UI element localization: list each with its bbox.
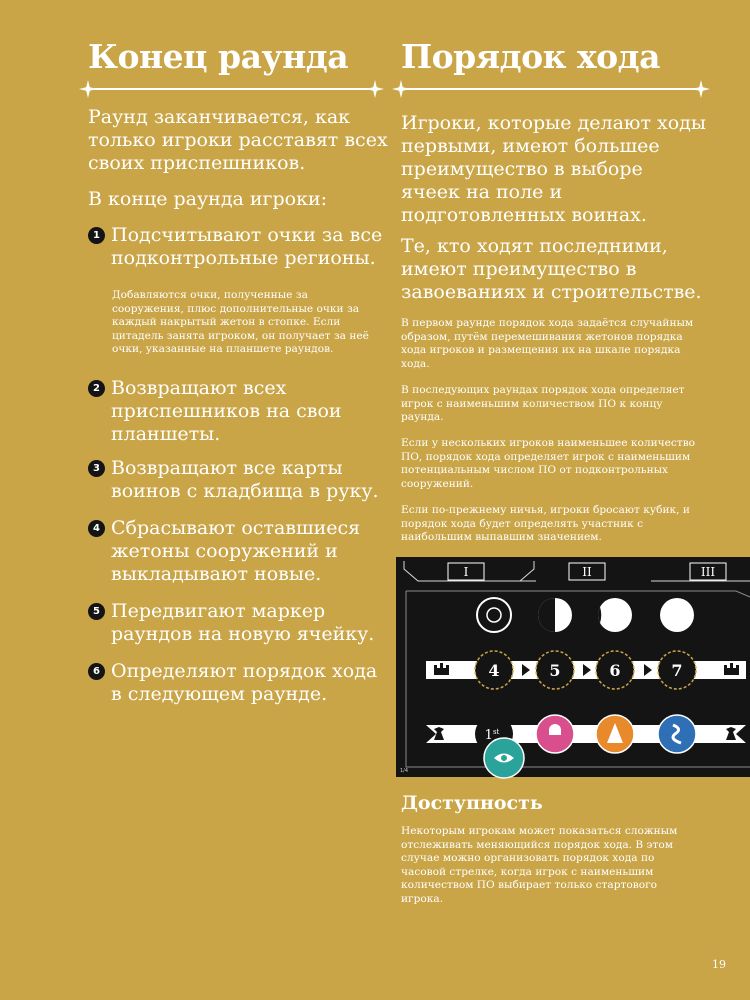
step-text: Возвращают все карты воинов с кладбища в руку. xyxy=(111,457,379,502)
new-moon-icon xyxy=(477,598,511,632)
sparkle-icon xyxy=(79,80,97,98)
full-moon-icon xyxy=(660,598,694,632)
step-2 xyxy=(88,377,388,446)
step-text: Определяют порядок хода в следующем раунде. xyxy=(111,660,378,705)
heading-turn-order: Порядок хода xyxy=(401,37,661,76)
subintro-paragraph: В конце раунда игроки: xyxy=(88,188,328,210)
step-3 xyxy=(88,457,388,503)
gibbous-moon-icon xyxy=(598,598,632,632)
heading-end-of-round: Конец раунда xyxy=(88,37,349,76)
track-number: 5 xyxy=(549,661,561,680)
accessibility-paragraph: Некоторым игрокам может показаться сложным отслеживать меняющийся порядок хода. В этом случае можно организовать порядок хода по часовой стрелке, когда игрок с наименьшим количеством ПО выбирает только стартового игрока. xyxy=(401,825,678,905)
accessibility-heading: Доступность xyxy=(401,792,543,814)
turn-order-bar xyxy=(426,725,746,743)
step-text: Подсчитывают очки за все подконтрольные регионы. xyxy=(111,224,383,269)
step-1 xyxy=(88,224,388,270)
turn-order-paragraph-2: В последующих раундах порядок хода определяет игрок с наименьшим количеством ПО к концу раунда. xyxy=(401,384,685,423)
heading-divider xyxy=(401,88,701,90)
round-board-illustration xyxy=(396,557,750,777)
board-corner-label: 1/4 xyxy=(400,768,409,774)
turn-order-lead-2: Те, кто ходят последними, имеют преимущество в завоеваниях и строительстве. xyxy=(401,235,702,303)
step-number-badge: 4 xyxy=(88,520,105,537)
round-label: III xyxy=(700,565,716,579)
turn-order-paragraph-4: Если по-прежнему ничья, игроки бросают кубик, и порядок хода будет определять участник с наибольшим выпавшим значением. xyxy=(401,504,690,543)
step-number-badge: 5 xyxy=(88,603,105,620)
step-text: Возвращают всех приспешников на свои планшеты. xyxy=(111,377,342,445)
turn-order-paragraph-1: В первом раунде порядок хода задаётся случайным образом, путём перемешивания жетонов порядка хода игроков и размещения их на шкале порядка хода. xyxy=(401,317,694,370)
sparkle-icon xyxy=(366,80,384,98)
step-number-badge: 3 xyxy=(88,460,105,477)
heading-divider xyxy=(88,88,372,90)
step-1-note: Добавляются очки, полученные за сооружения, плюс дополнительные очки за каждый накрытый жетон в стопке. Если цитадель занята игроком, он получает за неё очки, указанные на планшете раундов. xyxy=(112,289,369,355)
step-number-badge: 2 xyxy=(88,380,105,397)
round-label: I xyxy=(463,565,469,579)
intro-paragraph: Раунд заканчивается, как только игроки расставят всех своих приспешников. xyxy=(88,106,388,174)
page-number: 19 xyxy=(712,958,726,971)
step-5 xyxy=(88,600,388,646)
step-4 xyxy=(88,517,388,586)
step-text: Сбрасывают оставшиеся жетоны сооружений и выкладывают новые. xyxy=(111,517,361,585)
turn-order-lead-1: Игроки, которые делают ходы первыми, имеют большее преимущество в выборе ячеек на поле и подготовленных воинах. xyxy=(401,112,706,226)
round-label: II xyxy=(582,565,592,579)
step-text: Передвигают маркер раундов на новую ячейку. xyxy=(111,600,375,645)
track-number: 4 xyxy=(488,661,500,680)
sparkle-icon xyxy=(392,80,410,98)
sparkle-icon xyxy=(692,80,710,98)
step-number-badge: 1 xyxy=(88,227,105,244)
track-number: 6 xyxy=(609,661,621,680)
turn-order-paragraph-3: Если у нескольких игроков наименьшее количество ПО, порядок хода определяет игрок с наименьшим потенциальным числом ПО от подконтрольных сооружений. xyxy=(401,437,696,490)
track-number: 7 xyxy=(671,661,683,680)
step-number-badge: 6 xyxy=(88,663,105,680)
first-player-label: 1st xyxy=(484,728,500,743)
step-6 xyxy=(88,660,388,706)
